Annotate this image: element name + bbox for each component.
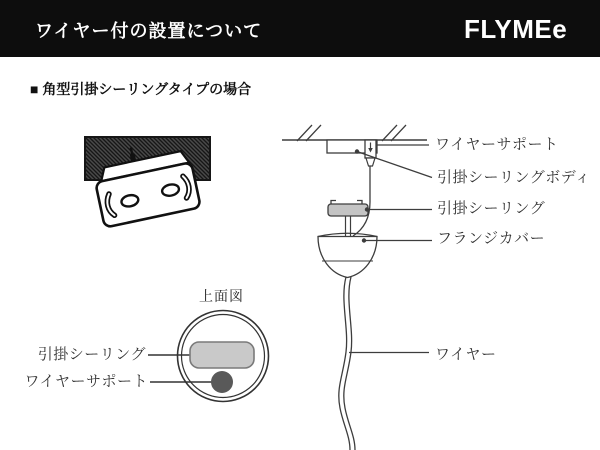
label-top-view-socket: 引掛シーリング	[37, 346, 146, 363]
top-view-caption: 上面図	[199, 288, 244, 304]
section-heading: ■ 角型引掛シーリングタイプの場合	[30, 81, 252, 97]
page-title: ワイヤー付の設置について	[35, 21, 263, 41]
ceiling-hatch-left	[297, 125, 321, 141]
side-view-diagram	[282, 125, 432, 450]
label-top-view-wire-support: ワイヤーサポート	[24, 373, 148, 390]
top-view-wire-support-dot	[211, 371, 233, 393]
label-ceiling-socket: 引掛シーリング	[437, 200, 546, 217]
top-view-diagram	[148, 311, 269, 402]
top-view-socket	[190, 342, 254, 368]
flange-cover	[318, 237, 377, 278]
wire-lower	[339, 277, 350, 450]
brand-logo: FLYMEe	[464, 14, 568, 44]
label-flange-cover: フランジカバー	[437, 230, 546, 247]
wire-support-tip	[366, 158, 375, 166]
ceiling-hatch-right	[382, 125, 406, 141]
label-wire: ワイヤー	[435, 346, 497, 363]
ceiling-socket-illustration	[85, 136, 210, 228]
label-ceiling-body: 引掛シーリングボディ	[437, 169, 591, 186]
hooking-ceiling-socket	[328, 204, 368, 216]
label-wire-support: ワイヤーサポート	[435, 136, 559, 153]
